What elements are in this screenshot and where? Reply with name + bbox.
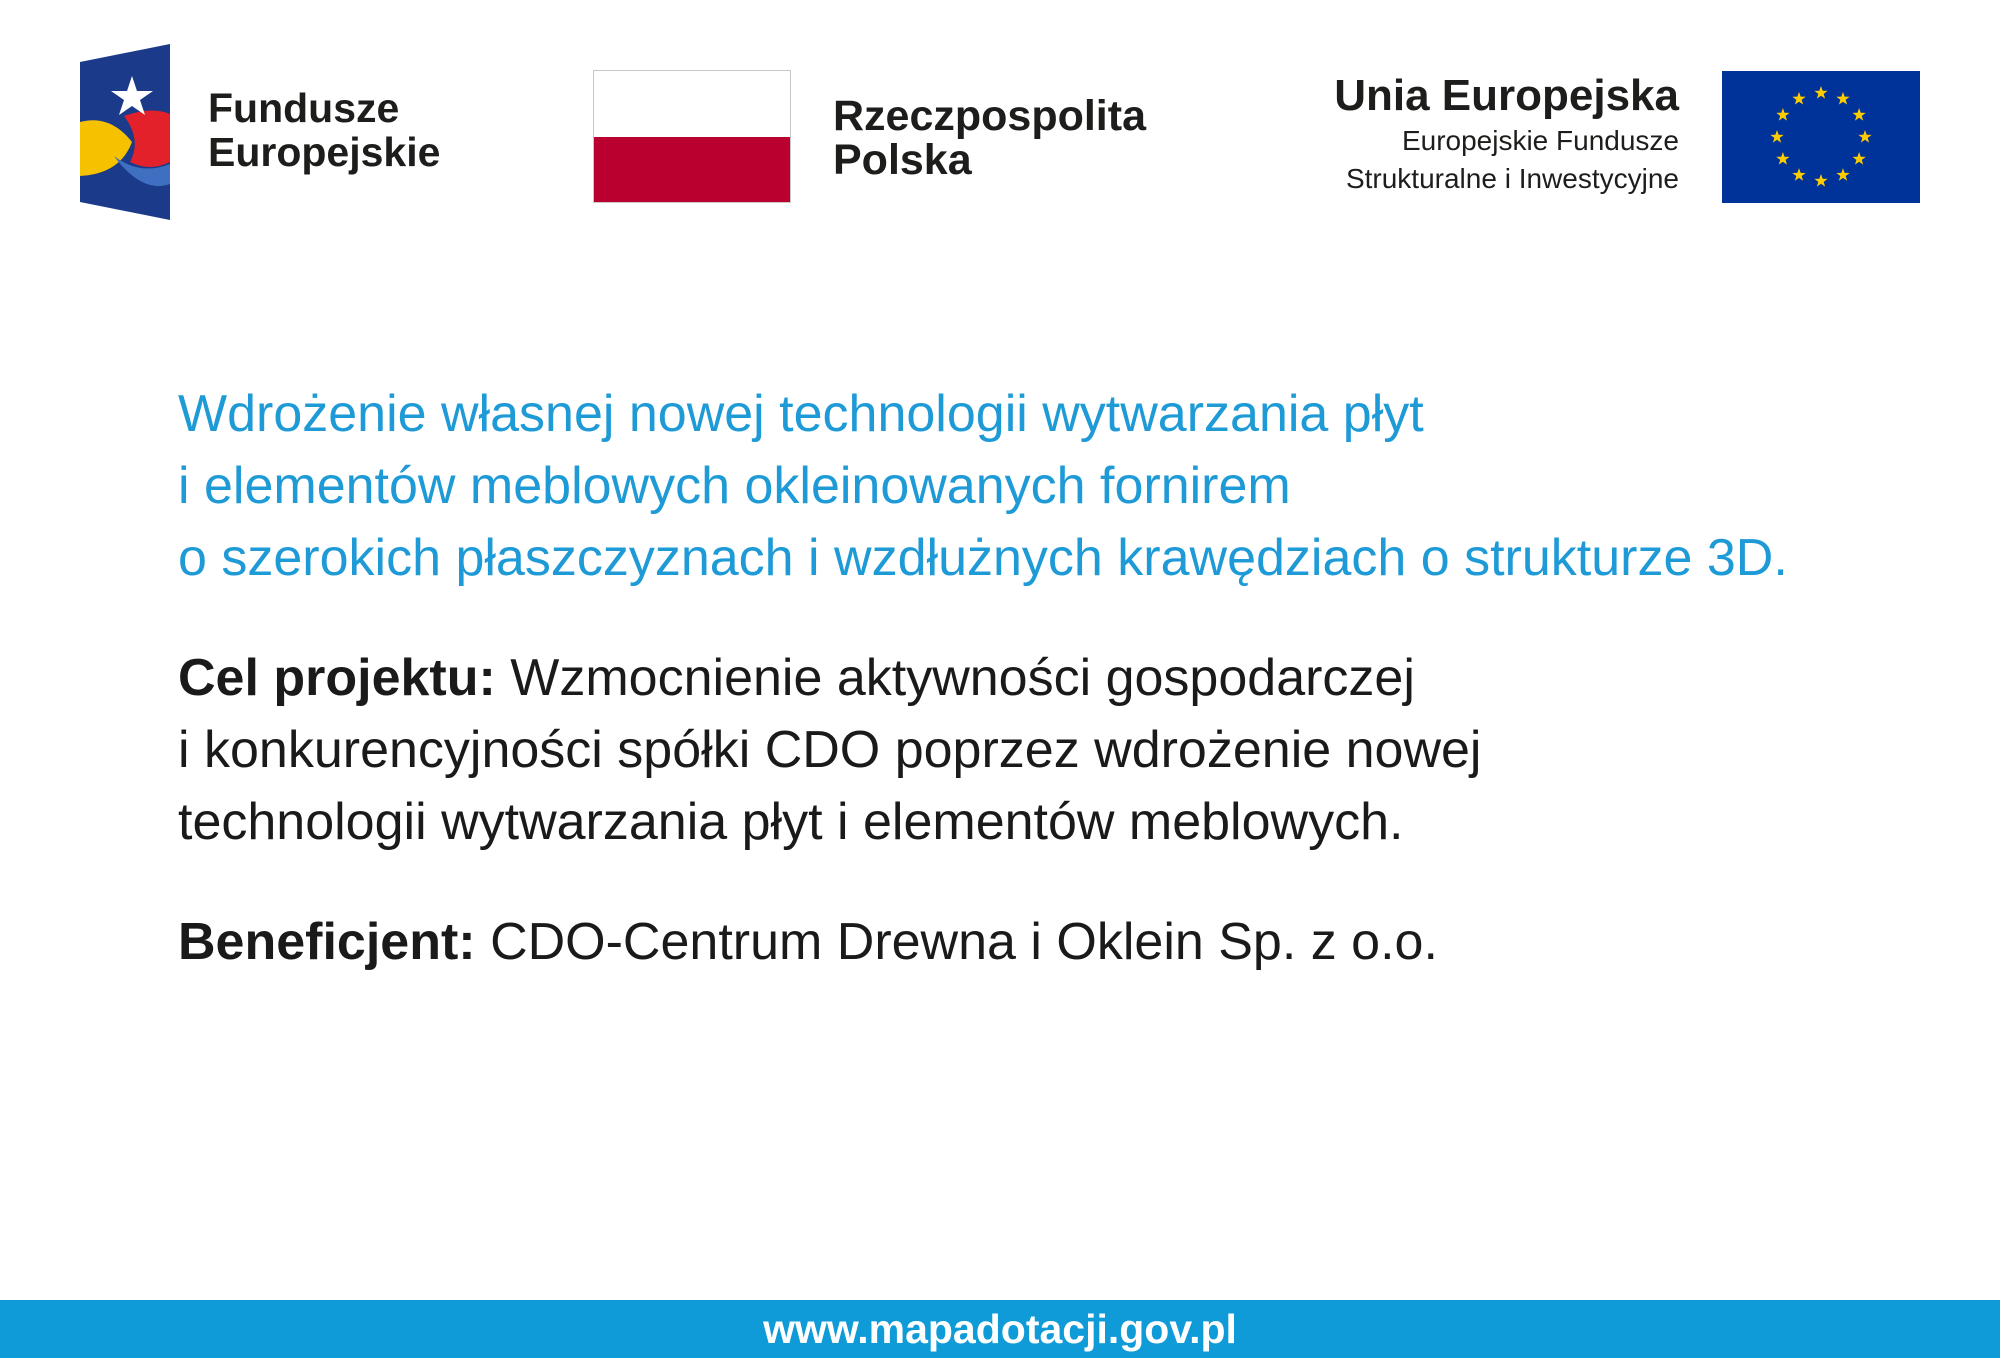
polish-flag-red-band [594,137,790,203]
eu-star-icon [1814,86,1827,99]
beneficiary-label: Beneficjent: [178,913,476,971]
eu-star-icon [1852,108,1865,121]
project-title-line-1: Wdrożenie własnej nowej technologii wytwarzania płyt [178,385,1424,443]
project-title [178,378,1938,594]
ue-subtitle-line-1: Europejskie Fundusze [1401,125,1679,156]
rp-line-2: Polska [833,136,972,184]
project-title-line-3: o szerokich płaszczyznach i wzdłużnych krawędziach o strukturze 3D. [178,529,1788,587]
project-goal-line-2: i konkurencyjności spółki CDO poprzez wdrożenie nowej [178,721,1482,779]
eu-star-icon [1836,92,1849,105]
eu-flag-icon [1722,71,1920,203]
eu-star-icon [1792,92,1805,105]
eu-star-icon [1814,174,1827,187]
eu-star-icon [1770,130,1783,143]
eu-star-icon [1776,152,1789,165]
project-goal [178,642,1938,858]
fe-line-1: Fundusze [208,85,400,131]
eu-star-icon [1836,168,1849,181]
beneficiary-value: CDO-Centrum Drewna i Oklein Sp. z o.o. [490,913,1438,971]
rzeczpospolita-polska-text [833,94,1146,182]
footer-bar [0,1300,2000,1358]
rp-line-1: Rzeczpospolita [833,92,1146,140]
project-goal-line-3: technologii wytwarzania płyt i elementów meblowych. [178,793,1404,851]
fundusze-europejskie-text [208,86,440,174]
ue-title: Unia Europejska [1334,71,1679,120]
beneficiary [178,906,1938,978]
eu-star-icon [1852,152,1865,165]
project-goal-text-1: Wzmocnienie aktywności gospodarczej [510,649,1415,707]
polish-flag-icon [593,70,791,203]
eu-star-icon [1792,168,1805,181]
eu-star-icon [1858,130,1871,143]
eu-star-icon [1776,108,1789,121]
footer-url-link[interactable]: www.mapadotacji.gov.pl [763,1306,1237,1352]
project-goal-label: Cel projektu: [178,649,496,707]
fe-line-2: Europejskie [208,129,441,175]
ue-subtitle-line-2: Strukturalne i Inwestycyjne [1345,163,1679,194]
polish-flag-white-band [594,71,790,137]
unia-europejska-text [1334,70,1679,198]
project-goal-line-1 [178,642,1938,714]
fundusze-europejskie-logo-icon [80,44,170,220]
project-title-line-2: i elementów meblowych okleinowanych fornirem [178,457,1291,515]
project-description [178,378,1938,978]
